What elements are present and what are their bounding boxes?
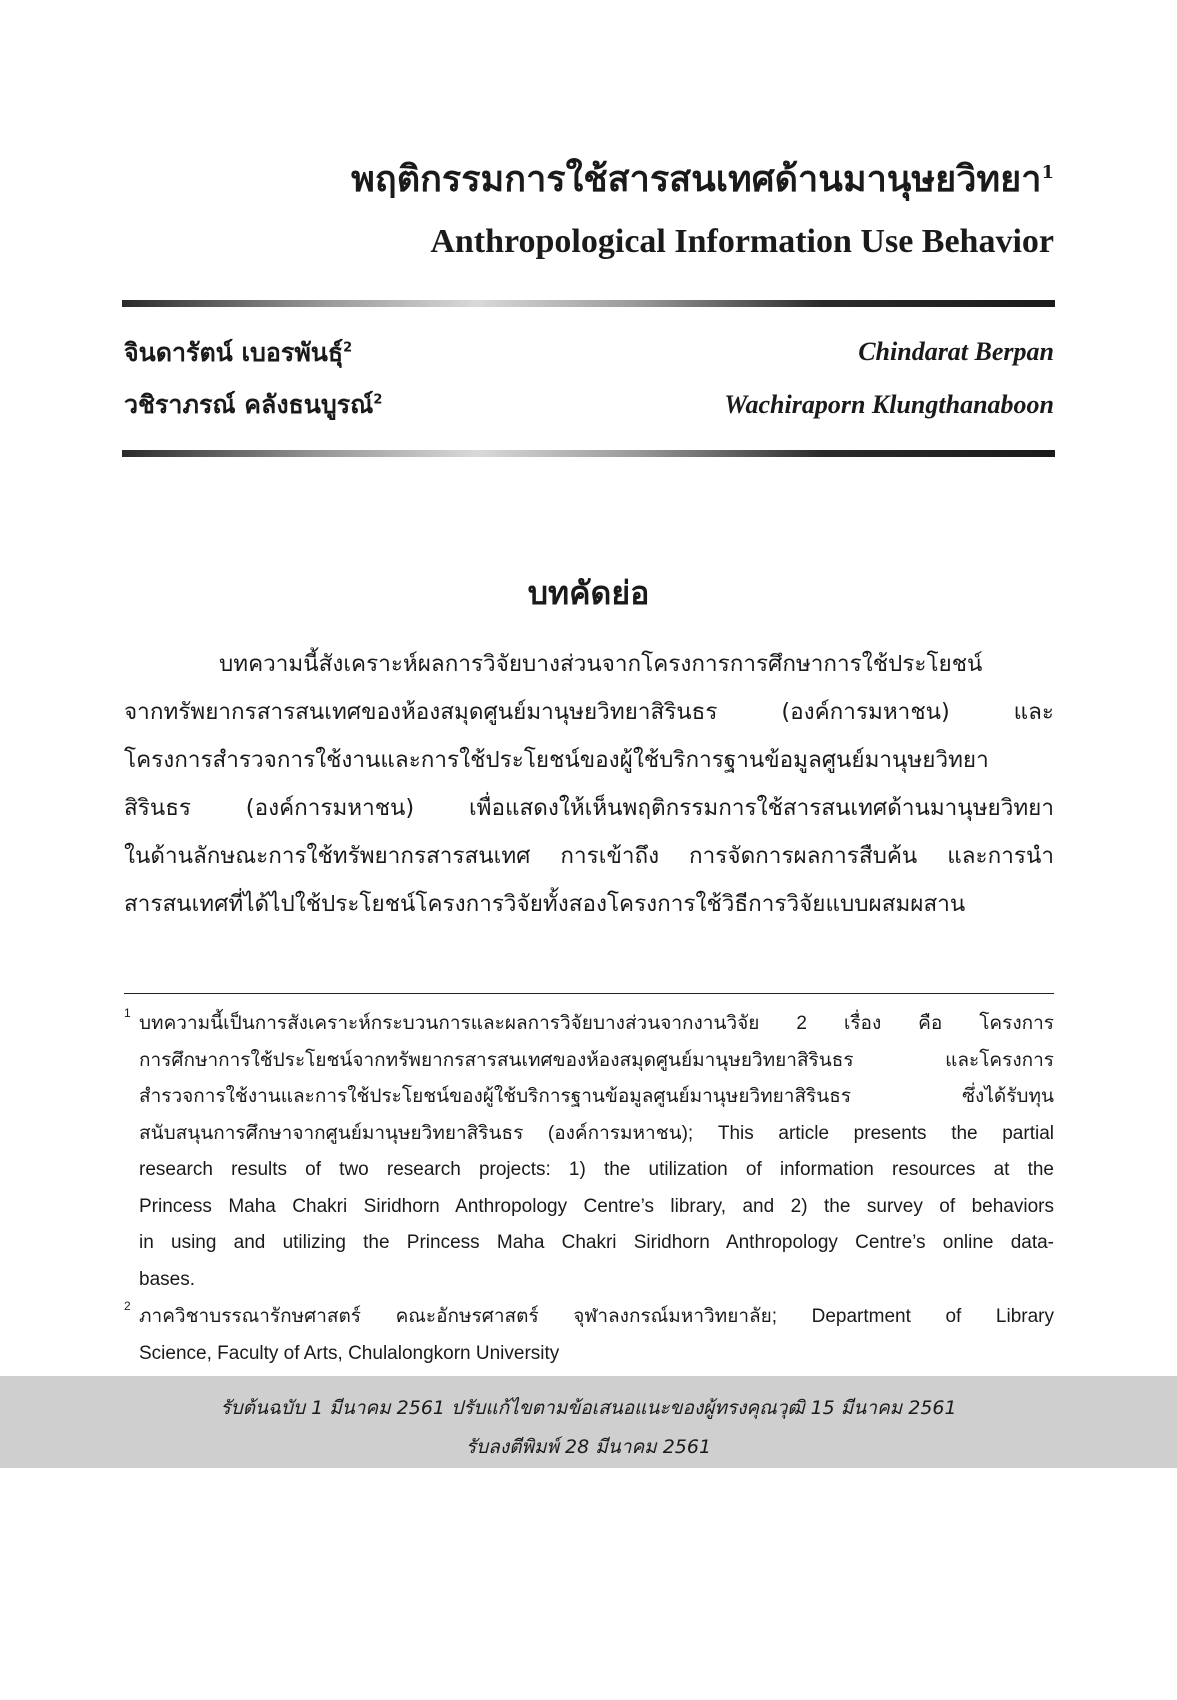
- abstract-heading: บทคัดย่อ: [527, 574, 650, 612]
- footnote-line: ภาควิชาบรรณารักษศาสตร์ คณะอักษรศาสตร์ จุฬาลงกรณ์มหาวิทยาลัย; Department of Library: [139, 1306, 1054, 1327]
- received-dates-line-2: รับลงตีพิมพ์ 28 มีนาคม 2561: [465, 1436, 712, 1458]
- footnote-1: [124, 1006, 1054, 1298]
- footnote-separator: [124, 993, 1054, 994]
- footnote-line: research results of two research projects: 1) the utilization of information resources at the: [139, 1159, 1054, 1180]
- author-1-thai-name: [124, 333, 352, 373]
- author-2-english-name: Wachiraporn Klungthanaboon: [724, 390, 1054, 419]
- abstract-line: สารสนเทศที่ได้ไปใช้ประโยชน์โครงการวิจัยทั้งสองโครงการใช้วิธีการวิจัยแบบผสมผสาน: [124, 891, 966, 917]
- footnote-line: Princess Maha Chakri Siridhorn Anthropology Centre’s library, and 2) the survey of behaviors: [139, 1195, 1054, 1217]
- footnote-1-mark: 1: [124, 1006, 131, 1020]
- title-divider: [122, 300, 1055, 307]
- footnote-2-mark: 2: [124, 1299, 131, 1313]
- footnote-line: บทความนี้เป็นการสังเคราะห์กระบวนการและผลการวิจัยบางส่วนจากงานวิจัย 2 เรื่อง คือ โครงการ: [139, 1013, 1054, 1034]
- received-dates-line-1: รับต้นฉบับ 1 มีนาคม 2561 ปรับแก้ไขตามข้อเสนอแนะของผู้ทรงคุณวุฒิ 15 มีนาคม 2561: [220, 1397, 957, 1419]
- footnote-line: in using and utilizing the Princess Maha Chakri Siridhorn Anthropology Centre’s online data-: [139, 1232, 1054, 1253]
- footnote-line: การศึกษาการใช้ประโยชน์จากทรัพยากรสารสนเทศของห้องสมุดศูนย์มานุษยวิทยาสิรินธร และโครงการ: [139, 1049, 1054, 1071]
- abstract-line: ในด้านลักษณะการใช้ทรัพยากรสารสนเทศ การเข้าถึง การจัดการผลการสืบค้น และการนำ: [124, 843, 1054, 869]
- english-title: Anthropological Information Use Behavior: [430, 223, 1054, 260]
- authors-divider: [122, 450, 1055, 457]
- footnote-line: สำรวจการใช้งานและการใช้ประโยชน์ของผู้ใช้บริการฐานข้อมูลศูนย์มานุษยวิทยาสิรินธร ซึ่งได้รับทุน: [139, 1086, 1054, 1107]
- author-1-thai-text: จินดารัตน์ เบอรพันธุ์: [124, 338, 344, 367]
- footnote-line: Science, Faculty of Arts, Chulalongkorn University: [139, 1342, 560, 1364]
- abstract-line: บทความนี้สังเคราะห์ผลการวิจัยบางส่วนจากโครงการการศึกษาการใช้ประโยชน์: [219, 651, 983, 677]
- thai-title: [351, 150, 1054, 207]
- abstract-line: จากทรัพยากรสารสนเทศของห้องสมุดศูนย์มานุษยวิทยาสิรินธร (องค์การมหาชน) และ: [124, 699, 1054, 725]
- author-2-thai-text: วชิราภรณ์ คลังธนบูรณ์: [124, 390, 374, 419]
- author-2-thai-name: [124, 385, 382, 425]
- footnote-line: สนับสนุนการศึกษาจากศูนย์มานุษยวิทยาสิรินธร (องค์การมหาชน); This article presents the partial: [139, 1122, 1054, 1144]
- author-1-english-name: Chindarat Berpan: [858, 337, 1054, 366]
- abstract-line: โครงการสำรวจการใช้งานและการใช้ประโยชน์ของผู้ใช้บริการฐานข้อมูลศูนย์มานุษยวิทยา: [124, 747, 989, 773]
- abstract-line: สิรินธร (องค์การมหาชน) เพื่อแสดงให้เห็นพฤติกรรมการใช้สารสนเทศด้านมานุษยวิทยา: [124, 795, 1054, 821]
- thai-title-text: พฤติกรรมการใช้สารสนเทศด้านมานุษยวิทยา: [351, 158, 1042, 200]
- author-2-affiliation-mark: 2: [373, 392, 383, 408]
- footnote-2: [124, 1299, 1054, 1372]
- footnote-line: bases.: [139, 1268, 195, 1290]
- author-1-affiliation-mark: 2: [343, 340, 353, 356]
- abstract-body: [124, 640, 1054, 928]
- title-footnote-mark: 1: [1041, 162, 1054, 183]
